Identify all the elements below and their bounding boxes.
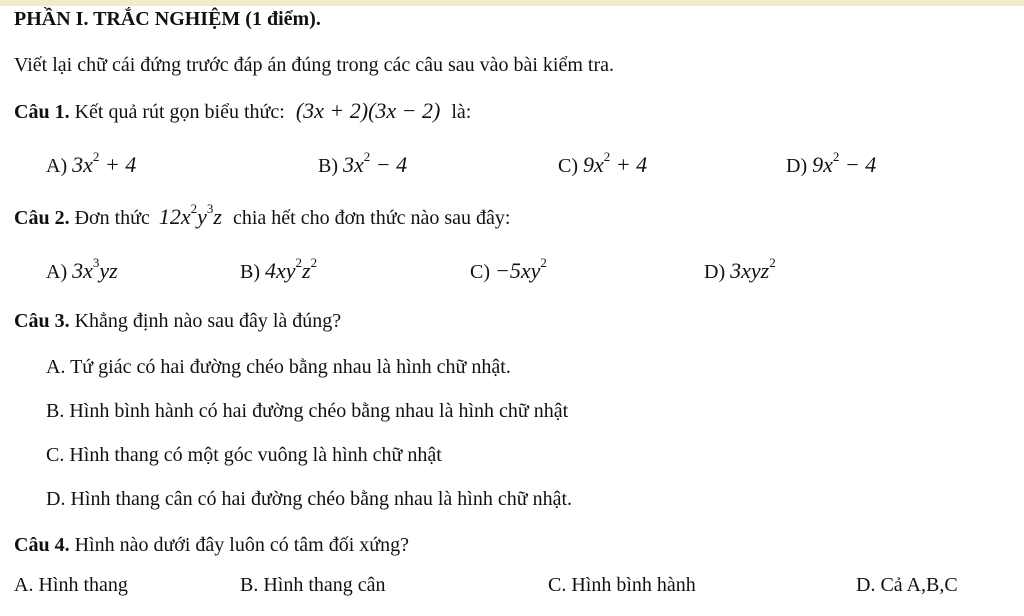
question-2 xyxy=(14,200,511,230)
question-4 xyxy=(14,534,409,557)
question-1-expression: (3x + 2)(3x − 2) xyxy=(295,98,441,123)
instruction-text: Viết lại chữ cái đứng trước đáp án đúng trong các câu sau vào bài kiểm tra. xyxy=(14,54,615,76)
option-key: D) xyxy=(786,155,808,177)
q4-option-a[interactable]: A. Hình thang xyxy=(14,574,128,596)
q2-option-c[interactable] xyxy=(470,254,547,284)
section-title: PHẦN I. TRẮC NGHIỆM (1 điểm). xyxy=(14,8,321,30)
question-4-label: Câu 4. xyxy=(14,534,70,556)
option-math: $3x^2 + 4$ xyxy=(72,148,137,177)
question-2-suffix: chia hết cho đơn thức nào sau đây: xyxy=(232,207,511,229)
question-2-text: Đơn thức xyxy=(74,207,150,229)
option-math: $9x^2 + 4$ xyxy=(583,148,648,177)
q1-option-c[interactable] xyxy=(558,148,648,178)
q1-option-a[interactable] xyxy=(46,148,137,178)
q3-option-c[interactable]: C. Hình thang có một góc vuông là hình chữ nhật xyxy=(46,444,442,466)
question-1-text: Kết quả rút gọn biểu thức: xyxy=(74,101,285,123)
question-1 xyxy=(14,98,471,124)
option-math: 3xyz$^2$ xyxy=(730,254,776,283)
q2-option-a[interactable] xyxy=(46,254,118,284)
q1-option-b[interactable] xyxy=(318,148,408,178)
question-1-label: Câu 1. xyxy=(14,101,70,123)
question-2-monomial: $12x^2y^3z$ xyxy=(158,200,222,229)
question-2-label: Câu 2. xyxy=(14,207,70,229)
q3-option-a[interactable]: A. Tứ giác có hai đường chéo bằng nhau là hình chữ nhật. xyxy=(46,356,511,378)
q4-option-b[interactable]: B. Hình thang cân xyxy=(240,574,386,596)
top-strip xyxy=(0,0,1024,6)
question-1-suffix: là: xyxy=(451,101,472,123)
question-3-text: Khẳng định nào sau đây là đúng? xyxy=(74,310,342,332)
option-math: $4xy^2z^2$ xyxy=(265,254,318,283)
q1-option-d[interactable] xyxy=(786,148,877,178)
option-key: B) xyxy=(240,261,260,283)
q2-option-b[interactable] xyxy=(240,254,318,284)
option-key: A) xyxy=(46,155,68,177)
option-key: A) xyxy=(46,261,68,283)
q4-option-d[interactable]: D. Cả A,B,C xyxy=(856,574,958,596)
question-3 xyxy=(14,310,341,333)
option-math: $9x^2 - 4$ xyxy=(812,148,877,177)
q3-option-d[interactable]: D. Hình thang cân có hai đường chéo bằng nhau là hình chữ nhật. xyxy=(46,488,573,510)
question-4-text: Hình nào dưới đây luôn có tâm đối xứng? xyxy=(74,534,410,556)
option-key: B) xyxy=(318,155,338,177)
option-math: $3x^2 - 4$ xyxy=(343,148,408,177)
question-3-label: Câu 3. xyxy=(14,310,70,332)
option-math: $-5xy^2$ xyxy=(495,254,547,283)
option-key: C) xyxy=(470,261,490,283)
option-key: C) xyxy=(558,155,578,177)
option-key: D) xyxy=(704,261,726,283)
q3-option-b[interactable]: B. Hình bình hành có hai đường chéo bằng nhau là hình chữ nhật xyxy=(46,400,569,422)
q2-option-d[interactable] xyxy=(704,254,776,284)
option-math: $3x^3yz$ xyxy=(72,254,118,283)
q4-option-c[interactable]: C. Hình bình hành xyxy=(548,574,696,596)
